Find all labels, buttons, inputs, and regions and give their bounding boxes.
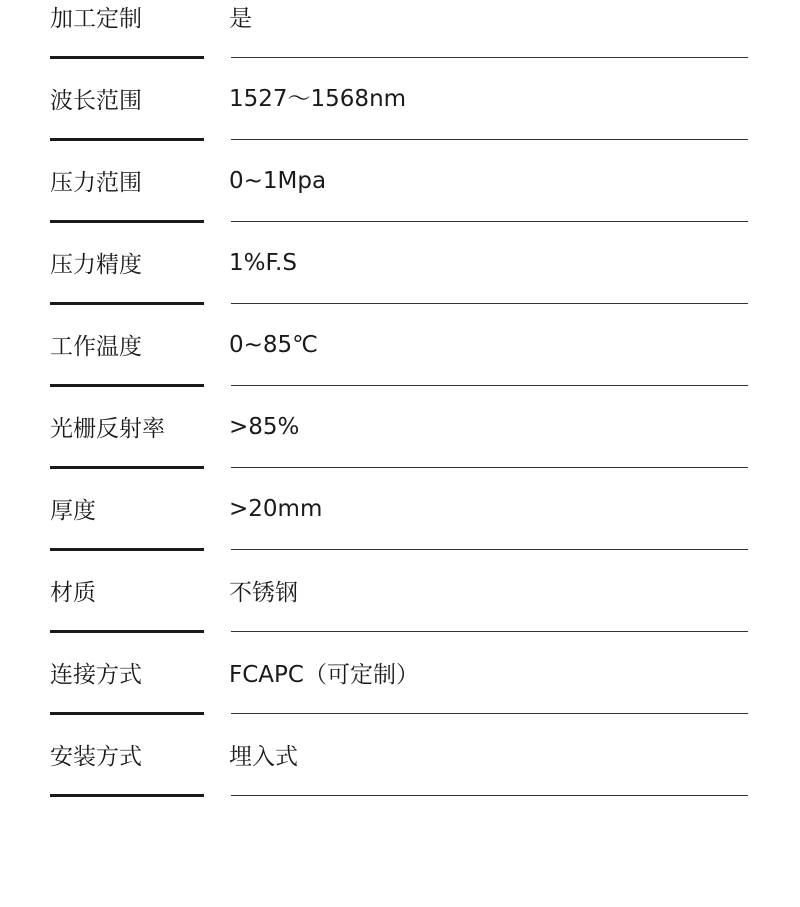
label-divider — [50, 384, 204, 387]
label-divider — [50, 548, 204, 551]
label-divider — [50, 56, 204, 59]
value-divider — [231, 57, 748, 58]
spec-label: 工作温度 — [50, 334, 142, 360]
spec-value: >85% — [229, 414, 300, 440]
spec-label: 压力精度 — [50, 252, 142, 278]
spec-value: FCAPC（可定制） — [229, 662, 419, 688]
spec-row-reflectivity — [0, 388, 800, 470]
spec-row-pressure-range — [0, 142, 800, 224]
spec-row-pressure-accuracy — [0, 224, 800, 306]
value-divider — [231, 795, 748, 796]
value-divider — [231, 139, 748, 140]
label-divider — [50, 712, 204, 715]
spec-row-custom — [0, 0, 800, 60]
value-divider — [231, 303, 748, 304]
spec-value: >20mm — [229, 496, 323, 522]
spec-value: 1%F.S — [229, 250, 297, 276]
spec-row-installation — [0, 716, 800, 798]
label-divider — [50, 794, 204, 797]
spec-label: 加工定制 — [50, 6, 142, 32]
spec-value: 1527～1568nm — [229, 86, 407, 112]
value-divider — [231, 549, 748, 550]
value-divider — [231, 467, 748, 468]
value-divider — [231, 385, 748, 386]
label-divider — [50, 220, 204, 223]
spec-label: 压力范围 — [50, 170, 142, 196]
spec-label: 厚度 — [50, 498, 96, 524]
spec-label: 材质 — [50, 580, 96, 606]
spec-label: 连接方式 — [50, 662, 142, 688]
spec-value: 埋入式 — [229, 744, 298, 770]
spec-value: 不锈钢 — [229, 580, 298, 606]
spec-row-wavelength — [0, 60, 800, 142]
spec-label: 波长范围 — [50, 88, 142, 114]
value-divider — [231, 221, 748, 222]
spec-label: 光栅反射率 — [50, 416, 165, 442]
spec-label: 安装方式 — [50, 744, 142, 770]
spec-row-material — [0, 552, 800, 634]
spec-row-connection — [0, 634, 800, 716]
spec-row-thickness — [0, 470, 800, 552]
spec-value: 是 — [229, 6, 252, 32]
spec-value: 0~85℃ — [229, 332, 319, 358]
value-divider — [231, 713, 748, 714]
value-divider — [231, 631, 748, 632]
label-divider — [50, 466, 204, 469]
spec-value: 0~1Mpa — [229, 168, 327, 194]
label-divider — [50, 630, 204, 633]
spec-row-temperature — [0, 306, 800, 388]
label-divider — [50, 302, 204, 305]
label-divider — [50, 138, 204, 141]
